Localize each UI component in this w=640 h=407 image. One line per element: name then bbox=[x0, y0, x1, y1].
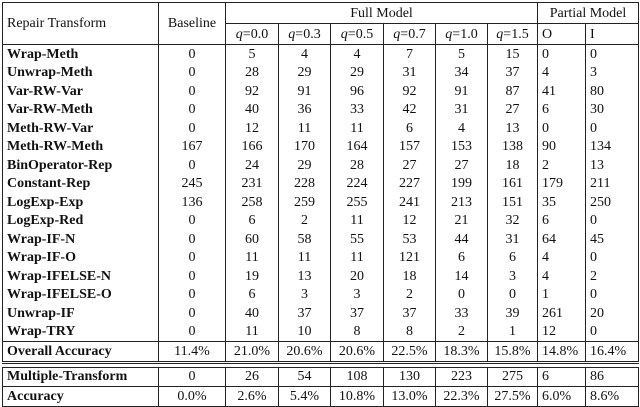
cell: 11 bbox=[331, 119, 384, 138]
cell: 55 bbox=[331, 230, 384, 249]
row-label: Wrap-IF-O bbox=[3, 249, 159, 268]
cell: 54 bbox=[279, 367, 331, 387]
cell: 6 bbox=[436, 249, 488, 268]
cell: 27 bbox=[436, 156, 488, 175]
header-repair-transform: Repair Transform bbox=[3, 3, 159, 45]
cell: 130 bbox=[384, 367, 436, 387]
cell: 14 bbox=[436, 267, 488, 286]
cell: 2.6% bbox=[226, 387, 279, 407]
row-label: Overall Accuracy bbox=[3, 342, 159, 363]
cell: 37 bbox=[279, 304, 331, 323]
cell: 121 bbox=[384, 249, 436, 268]
header-q-0 bbox=[226, 24, 279, 45]
cell: 1 bbox=[538, 286, 586, 305]
cell: 27 bbox=[488, 101, 538, 120]
cell: 13.0% bbox=[384, 387, 436, 407]
cell: 4 bbox=[538, 64, 586, 83]
cell: 3 bbox=[331, 286, 384, 305]
cell: 21 bbox=[436, 212, 488, 231]
cell: 33 bbox=[331, 101, 384, 120]
row-label: BinOperator-Rep bbox=[3, 156, 159, 175]
cell: 3 bbox=[279, 286, 331, 305]
cell: 26 bbox=[226, 367, 279, 387]
row-label: Meth-RW-Meth bbox=[3, 138, 159, 157]
cell: 223 bbox=[436, 367, 488, 387]
cell: 166 bbox=[226, 138, 279, 157]
header-q-2 bbox=[331, 24, 384, 45]
cell: 28 bbox=[331, 156, 384, 175]
row-label: Var-RW-Meth bbox=[3, 101, 159, 120]
cell: 6 bbox=[538, 367, 586, 387]
cell: 258 bbox=[226, 193, 279, 212]
cell: 31 bbox=[488, 230, 538, 249]
cell: 31 bbox=[436, 101, 488, 120]
cell: 224 bbox=[331, 175, 384, 194]
row-label: LogExp-Red bbox=[3, 212, 159, 231]
cell: 92 bbox=[384, 82, 436, 101]
table-row bbox=[3, 175, 639, 194]
table-row bbox=[3, 64, 639, 83]
cell: 108 bbox=[331, 367, 384, 387]
cell: 12 bbox=[226, 119, 279, 138]
row-label: Wrap-IFELSE-N bbox=[3, 267, 159, 286]
cell: 92 bbox=[226, 82, 279, 101]
cell: 40 bbox=[226, 304, 279, 323]
cell: 6 bbox=[538, 212, 586, 231]
table-row bbox=[3, 387, 639, 407]
cell: 231 bbox=[226, 175, 279, 194]
header-q-4 bbox=[436, 24, 488, 45]
cell: 0 bbox=[538, 119, 586, 138]
cell: 27 bbox=[384, 156, 436, 175]
cell: 41 bbox=[538, 82, 586, 101]
cell: 250 bbox=[586, 193, 639, 212]
cell: 11 bbox=[331, 212, 384, 231]
cell: 20 bbox=[331, 267, 384, 286]
cell: 179 bbox=[538, 175, 586, 194]
cell: 0 bbox=[159, 82, 226, 101]
table-row bbox=[3, 119, 639, 138]
table-row bbox=[3, 193, 639, 212]
table-row bbox=[3, 267, 639, 286]
row-label: Multiple-Transform bbox=[3, 367, 159, 387]
cell: 2 bbox=[279, 212, 331, 231]
cell: 30 bbox=[586, 101, 639, 120]
cell: 37 bbox=[384, 304, 436, 323]
cell: 45 bbox=[586, 230, 639, 249]
cell: 8 bbox=[331, 323, 384, 342]
q-value: =0.7 bbox=[400, 26, 426, 42]
cell: 15.8% bbox=[488, 342, 538, 363]
cell: 13 bbox=[586, 156, 639, 175]
cell: 6.0% bbox=[538, 387, 586, 407]
cell: 5 bbox=[436, 45, 488, 64]
cell: 170 bbox=[279, 138, 331, 157]
cell: 2 bbox=[586, 267, 639, 286]
cell: 0 bbox=[159, 323, 226, 342]
row-label: LogExp-Exp bbox=[3, 193, 159, 212]
cell: 167 bbox=[159, 138, 226, 157]
table-row bbox=[3, 230, 639, 249]
cell: 0 bbox=[159, 212, 226, 231]
cell: 0 bbox=[159, 64, 226, 83]
cell: 39 bbox=[488, 304, 538, 323]
cell: 44 bbox=[436, 230, 488, 249]
cell: 11.4% bbox=[159, 342, 226, 363]
cell: 29 bbox=[279, 156, 331, 175]
cell: 0 bbox=[586, 45, 639, 64]
cell: 211 bbox=[586, 175, 639, 194]
header-partial-model: Partial Model bbox=[538, 3, 639, 24]
header-partial-I: I bbox=[586, 24, 639, 45]
cell: 213 bbox=[436, 193, 488, 212]
cell: 0 bbox=[586, 249, 639, 268]
cell: 22.5% bbox=[384, 342, 436, 363]
cell: 255 bbox=[331, 193, 384, 212]
cell: 90 bbox=[538, 138, 586, 157]
row-label: Unwrap-Meth bbox=[3, 64, 159, 83]
cell: 7 bbox=[384, 45, 436, 64]
cell: 18.3% bbox=[436, 342, 488, 363]
cell: 6 bbox=[488, 249, 538, 268]
cell: 96 bbox=[331, 82, 384, 101]
cell: 13 bbox=[488, 119, 538, 138]
cell: 11 bbox=[279, 119, 331, 138]
table-row bbox=[3, 138, 639, 157]
cell: 8 bbox=[384, 323, 436, 342]
cell: 0 bbox=[488, 286, 538, 305]
cell: 32 bbox=[488, 212, 538, 231]
cell: 228 bbox=[279, 175, 331, 194]
cell: 64 bbox=[538, 230, 586, 249]
q-symbol: q bbox=[393, 26, 401, 42]
q-value: =1.0 bbox=[452, 26, 478, 42]
cell: 37 bbox=[488, 64, 538, 83]
cell: 245 bbox=[159, 175, 226, 194]
cell: 20.6% bbox=[331, 342, 384, 363]
row-label: Wrap-IF-N bbox=[3, 230, 159, 249]
cell: 11 bbox=[226, 323, 279, 342]
table-row bbox=[3, 323, 639, 342]
cell: 5.4% bbox=[279, 387, 331, 407]
cell: 157 bbox=[384, 138, 436, 157]
cell: 134 bbox=[586, 138, 639, 157]
cell: 10 bbox=[279, 323, 331, 342]
header-q-1 bbox=[279, 24, 331, 45]
cell: 35 bbox=[538, 193, 586, 212]
table-row bbox=[3, 82, 639, 101]
cell: 0 bbox=[586, 286, 639, 305]
cell: 91 bbox=[436, 82, 488, 101]
cell: 31 bbox=[384, 64, 436, 83]
cell: 18 bbox=[488, 156, 538, 175]
cell: 136 bbox=[159, 193, 226, 212]
table-row bbox=[3, 286, 639, 305]
cell: 20.6% bbox=[279, 342, 331, 363]
cell: 0 bbox=[159, 249, 226, 268]
cell: 151 bbox=[488, 193, 538, 212]
cell: 0 bbox=[159, 101, 226, 120]
table-row bbox=[3, 212, 639, 231]
cell: 20 bbox=[586, 304, 639, 323]
cell: 80 bbox=[586, 82, 639, 101]
q-value: =0.3 bbox=[295, 26, 321, 42]
cell: 8.6% bbox=[586, 387, 639, 407]
cell: 4 bbox=[279, 45, 331, 64]
cell: 11 bbox=[226, 249, 279, 268]
cell: 0 bbox=[159, 304, 226, 323]
cell: 0.0% bbox=[159, 387, 226, 407]
cell: 42 bbox=[384, 101, 436, 120]
cell: 0 bbox=[159, 367, 226, 387]
cell: 36 bbox=[279, 101, 331, 120]
cell: 1 bbox=[488, 323, 538, 342]
cell: 60 bbox=[226, 230, 279, 249]
cell: 18 bbox=[384, 267, 436, 286]
cell: 0 bbox=[159, 156, 226, 175]
row-label: Constant-Rep bbox=[3, 175, 159, 194]
cell: 153 bbox=[436, 138, 488, 157]
cell: 22.3% bbox=[436, 387, 488, 407]
q-symbol: q bbox=[496, 26, 504, 42]
cell: 91 bbox=[279, 82, 331, 101]
cell: 12 bbox=[384, 212, 436, 231]
cell: 2 bbox=[384, 286, 436, 305]
header-q-5 bbox=[488, 24, 538, 45]
header-full-model: Full Model bbox=[226, 3, 538, 24]
table-row bbox=[3, 367, 639, 387]
cell: 227 bbox=[384, 175, 436, 194]
cell: 4 bbox=[538, 267, 586, 286]
table-row bbox=[3, 156, 639, 175]
q-symbol: q bbox=[340, 26, 348, 42]
results-table bbox=[2, 2, 639, 407]
table-row bbox=[3, 304, 639, 323]
cell: 6 bbox=[226, 286, 279, 305]
cell: 37 bbox=[331, 304, 384, 323]
cell: 3 bbox=[586, 64, 639, 83]
cell: 0 bbox=[159, 119, 226, 138]
cell: 12 bbox=[538, 323, 586, 342]
q-value: =1.5 bbox=[503, 26, 529, 42]
table-row bbox=[3, 342, 639, 363]
cell: 14.8% bbox=[538, 342, 586, 363]
cell: 29 bbox=[331, 64, 384, 83]
cell: 10.8% bbox=[331, 387, 384, 407]
cell: 259 bbox=[279, 193, 331, 212]
row-label: Var-RW-Var bbox=[3, 82, 159, 101]
cell: 4 bbox=[538, 249, 586, 268]
row-label: Wrap-TRY bbox=[3, 323, 159, 342]
cell: 275 bbox=[488, 367, 538, 387]
cell: 87 bbox=[488, 82, 538, 101]
cell: 138 bbox=[488, 138, 538, 157]
cell: 19 bbox=[226, 267, 279, 286]
header-baseline: Baseline bbox=[159, 3, 226, 45]
cell: 199 bbox=[436, 175, 488, 194]
cell: 11 bbox=[331, 249, 384, 268]
row-label: Wrap-IFELSE-O bbox=[3, 286, 159, 305]
cell: 58 bbox=[279, 230, 331, 249]
cell: 16.4% bbox=[586, 342, 639, 363]
cell: 21.0% bbox=[226, 342, 279, 363]
cell: 161 bbox=[488, 175, 538, 194]
cell: 261 bbox=[538, 304, 586, 323]
q-value: =0.0 bbox=[242, 26, 269, 42]
table-row bbox=[3, 249, 639, 268]
table-row bbox=[3, 101, 639, 120]
cell: 3 bbox=[488, 267, 538, 286]
q-symbol: q bbox=[235, 26, 243, 42]
cell: 6 bbox=[226, 212, 279, 231]
cell: 29 bbox=[279, 64, 331, 83]
cell: 241 bbox=[384, 193, 436, 212]
cell: 33 bbox=[436, 304, 488, 323]
row-label: Meth-RW-Var bbox=[3, 119, 159, 138]
cell: 0 bbox=[159, 45, 226, 64]
cell: 4 bbox=[331, 45, 384, 64]
cell: 28 bbox=[226, 64, 279, 83]
cell: 40 bbox=[226, 101, 279, 120]
cell: 0 bbox=[159, 230, 226, 249]
q-symbol: q bbox=[288, 26, 296, 42]
cell: 0 bbox=[538, 45, 586, 64]
header-partial-O: O bbox=[538, 24, 586, 45]
cell: 2 bbox=[538, 156, 586, 175]
cell: 0 bbox=[159, 286, 226, 305]
cell: 34 bbox=[436, 64, 488, 83]
cell: 0 bbox=[436, 286, 488, 305]
cell: 86 bbox=[586, 367, 639, 387]
cell: 15 bbox=[488, 45, 538, 64]
row-label: Accuracy bbox=[3, 387, 159, 407]
cell: 27.5% bbox=[488, 387, 538, 407]
q-value: =0.5 bbox=[347, 26, 374, 42]
cell: 6 bbox=[384, 119, 436, 138]
cell: 2 bbox=[436, 323, 488, 342]
cell: 6 bbox=[538, 101, 586, 120]
cell: 11 bbox=[279, 249, 331, 268]
row-label: Unwrap-IF bbox=[3, 304, 159, 323]
q-symbol: q bbox=[445, 26, 453, 42]
cell: 5 bbox=[226, 45, 279, 64]
cell: 4 bbox=[436, 119, 488, 138]
table-row bbox=[3, 45, 639, 64]
cell: 0 bbox=[586, 323, 639, 342]
cell: 13 bbox=[279, 267, 331, 286]
cell: 0 bbox=[586, 212, 639, 231]
cell: 164 bbox=[331, 138, 384, 157]
header-q-3 bbox=[384, 24, 436, 45]
cell: 53 bbox=[384, 230, 436, 249]
cell: 0 bbox=[586, 119, 639, 138]
row-label: Wrap-Meth bbox=[3, 45, 159, 64]
cell: 0 bbox=[159, 267, 226, 286]
cell: 24 bbox=[226, 156, 279, 175]
